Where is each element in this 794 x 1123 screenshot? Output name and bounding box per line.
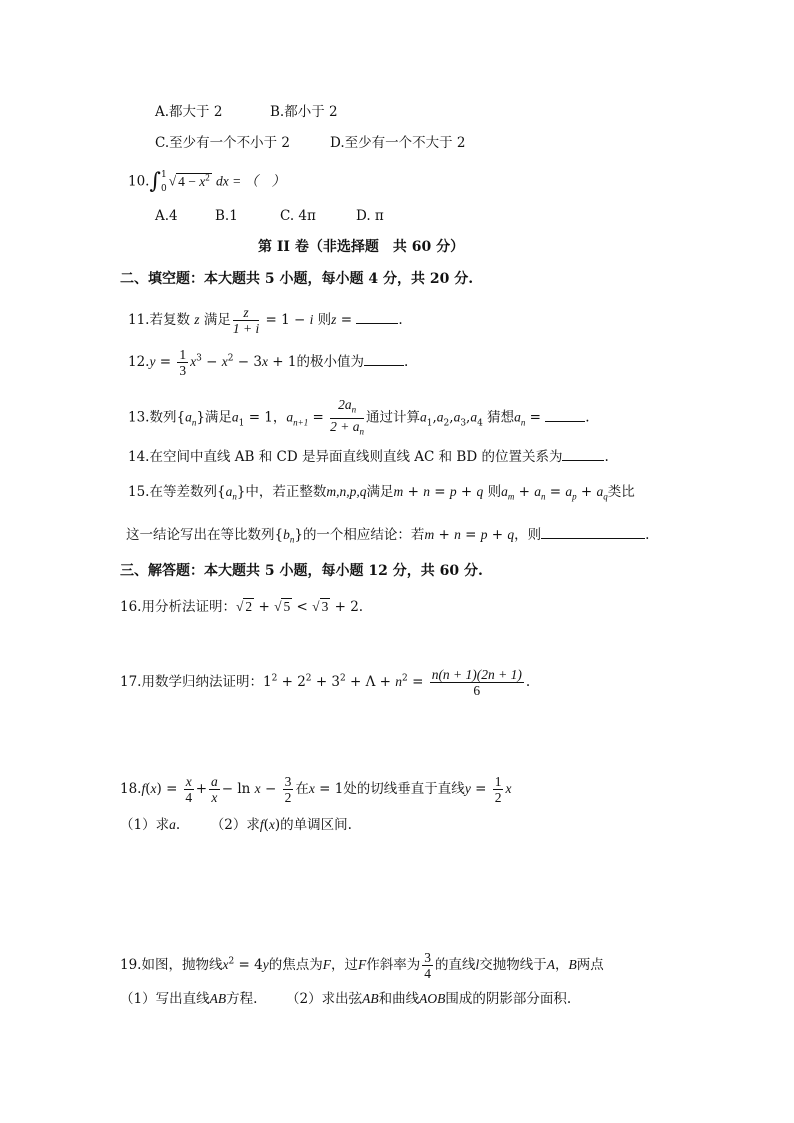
q13-answer-blank[interactable] xyxy=(545,409,585,422)
integral-limits: 1 0 xyxy=(160,170,167,194)
q17-question: 17.用数学归纳法证明：$1^2 + 2^2 + 3^2 + \Lambda + n^2$ = $\frac{n(n + 1)(2n + 1)}{6}$ . xyxy=(120,667,531,698)
q12-answer-blank[interactable] xyxy=(364,353,404,366)
q15-question-line2: 这一结论写出在等比数列$\{b_n\}$的一个相应结论：若m + n = p + q，则 . xyxy=(126,527,650,545)
q18-subquestions: （1）求a. （2）求f(x)的单调区间. xyxy=(120,817,352,833)
q9-option-a: A.都大于 2 xyxy=(155,104,223,120)
q14-question: 14.在空间中直线 AB 和 CD 是异面直线则直线 AC 和 BD 的位置关系为 . xyxy=(128,449,609,465)
q19-question: 19.如图，抛物线$x^2 = 4y$的焦点为F，过F作斜率为 $\frac{3}{4}$ 的直线l交抛物线于A，B两点 xyxy=(120,950,604,981)
q10-option-c: C. 4π xyxy=(280,208,316,224)
section2-title: 二、填空题：本大题共 5 小题，每小题 4 分，共 20 分. xyxy=(120,271,474,287)
q17-fraction: $\frac{n(n + 1)(2n + 1)}{6}$ xyxy=(431,667,522,698)
q12-fraction: $\frac{1}{3}$ xyxy=(179,347,187,378)
q10-option-b: B.1 xyxy=(215,208,238,224)
q15-answer-blank[interactable] xyxy=(541,526,645,539)
q14-answer-blank[interactable] xyxy=(562,448,604,461)
q19-subquestions: （1）写出直线AB方程. （2）求出弦AB和曲线AOB围成的阴影部分面积. xyxy=(120,991,572,1007)
integral-sign: ∫ xyxy=(149,169,161,194)
q10-option-d: D. π xyxy=(356,208,384,224)
q10-option-a: A.4 xyxy=(155,208,178,224)
q18-question: 18.f(x) = $\frac{x}{4}$ + $\frac{a}{x}$ − ln x − $\frac{3}{2}$ 在x = 1处的切线垂直于直线y = $\frac{1}{2}$ x xyxy=(120,774,512,805)
q9-option-b: B.都小于 2 xyxy=(270,104,338,120)
part2-title: 第 II 卷（非选择题 共 60 分） xyxy=(258,239,465,255)
q11-fraction: $\frac{z}{1 + i}$ xyxy=(232,305,260,336)
q10-question: 10.∫1 0√ $4 - x^2$ dx = （ ） xyxy=(128,169,286,194)
q9-option-d: D.至少有一个不大于 2 xyxy=(330,135,466,151)
q12-question: 12.y = $\frac{1}{3}$ $x^3 - x^2 - 3x + 1$的极小值为 . xyxy=(128,347,409,378)
q11-answer-blank[interactable] xyxy=(356,311,398,324)
q13-question: 13.数列$\{a_n\}$满足$a_1 = 1$，$a_{n+1}$ = $\frac{2a_n}{2 + a_n}$ 通过计算$a_1,a_2,a_3,a_4$ 猜想$a_n$ = . xyxy=(128,397,590,439)
q11-question: 11.若复数 z 满足 $\frac{z}{1 + i}$ = 1 − i 则z = . xyxy=(128,305,403,336)
q16-question: 16.用分析法证明：√ 2 + √ 5 < √ 3 + 2. xyxy=(120,599,364,615)
q13-fraction: $\frac{2a_n}{2 + a_n}$ xyxy=(330,397,364,437)
section3-title: 三、解答题：本大题共 5 小题，每小题 12 分，共 60 分. xyxy=(120,563,483,579)
q15-question-line1: 15.在等差数列$\{a_n\}$中，若正整数m,n,p,q满足m + n = p + q 则$a_m + a_n = a_p + a_q$类比 xyxy=(128,484,635,502)
q9-option-c: C.至少有一个不小于 2 xyxy=(155,135,291,151)
